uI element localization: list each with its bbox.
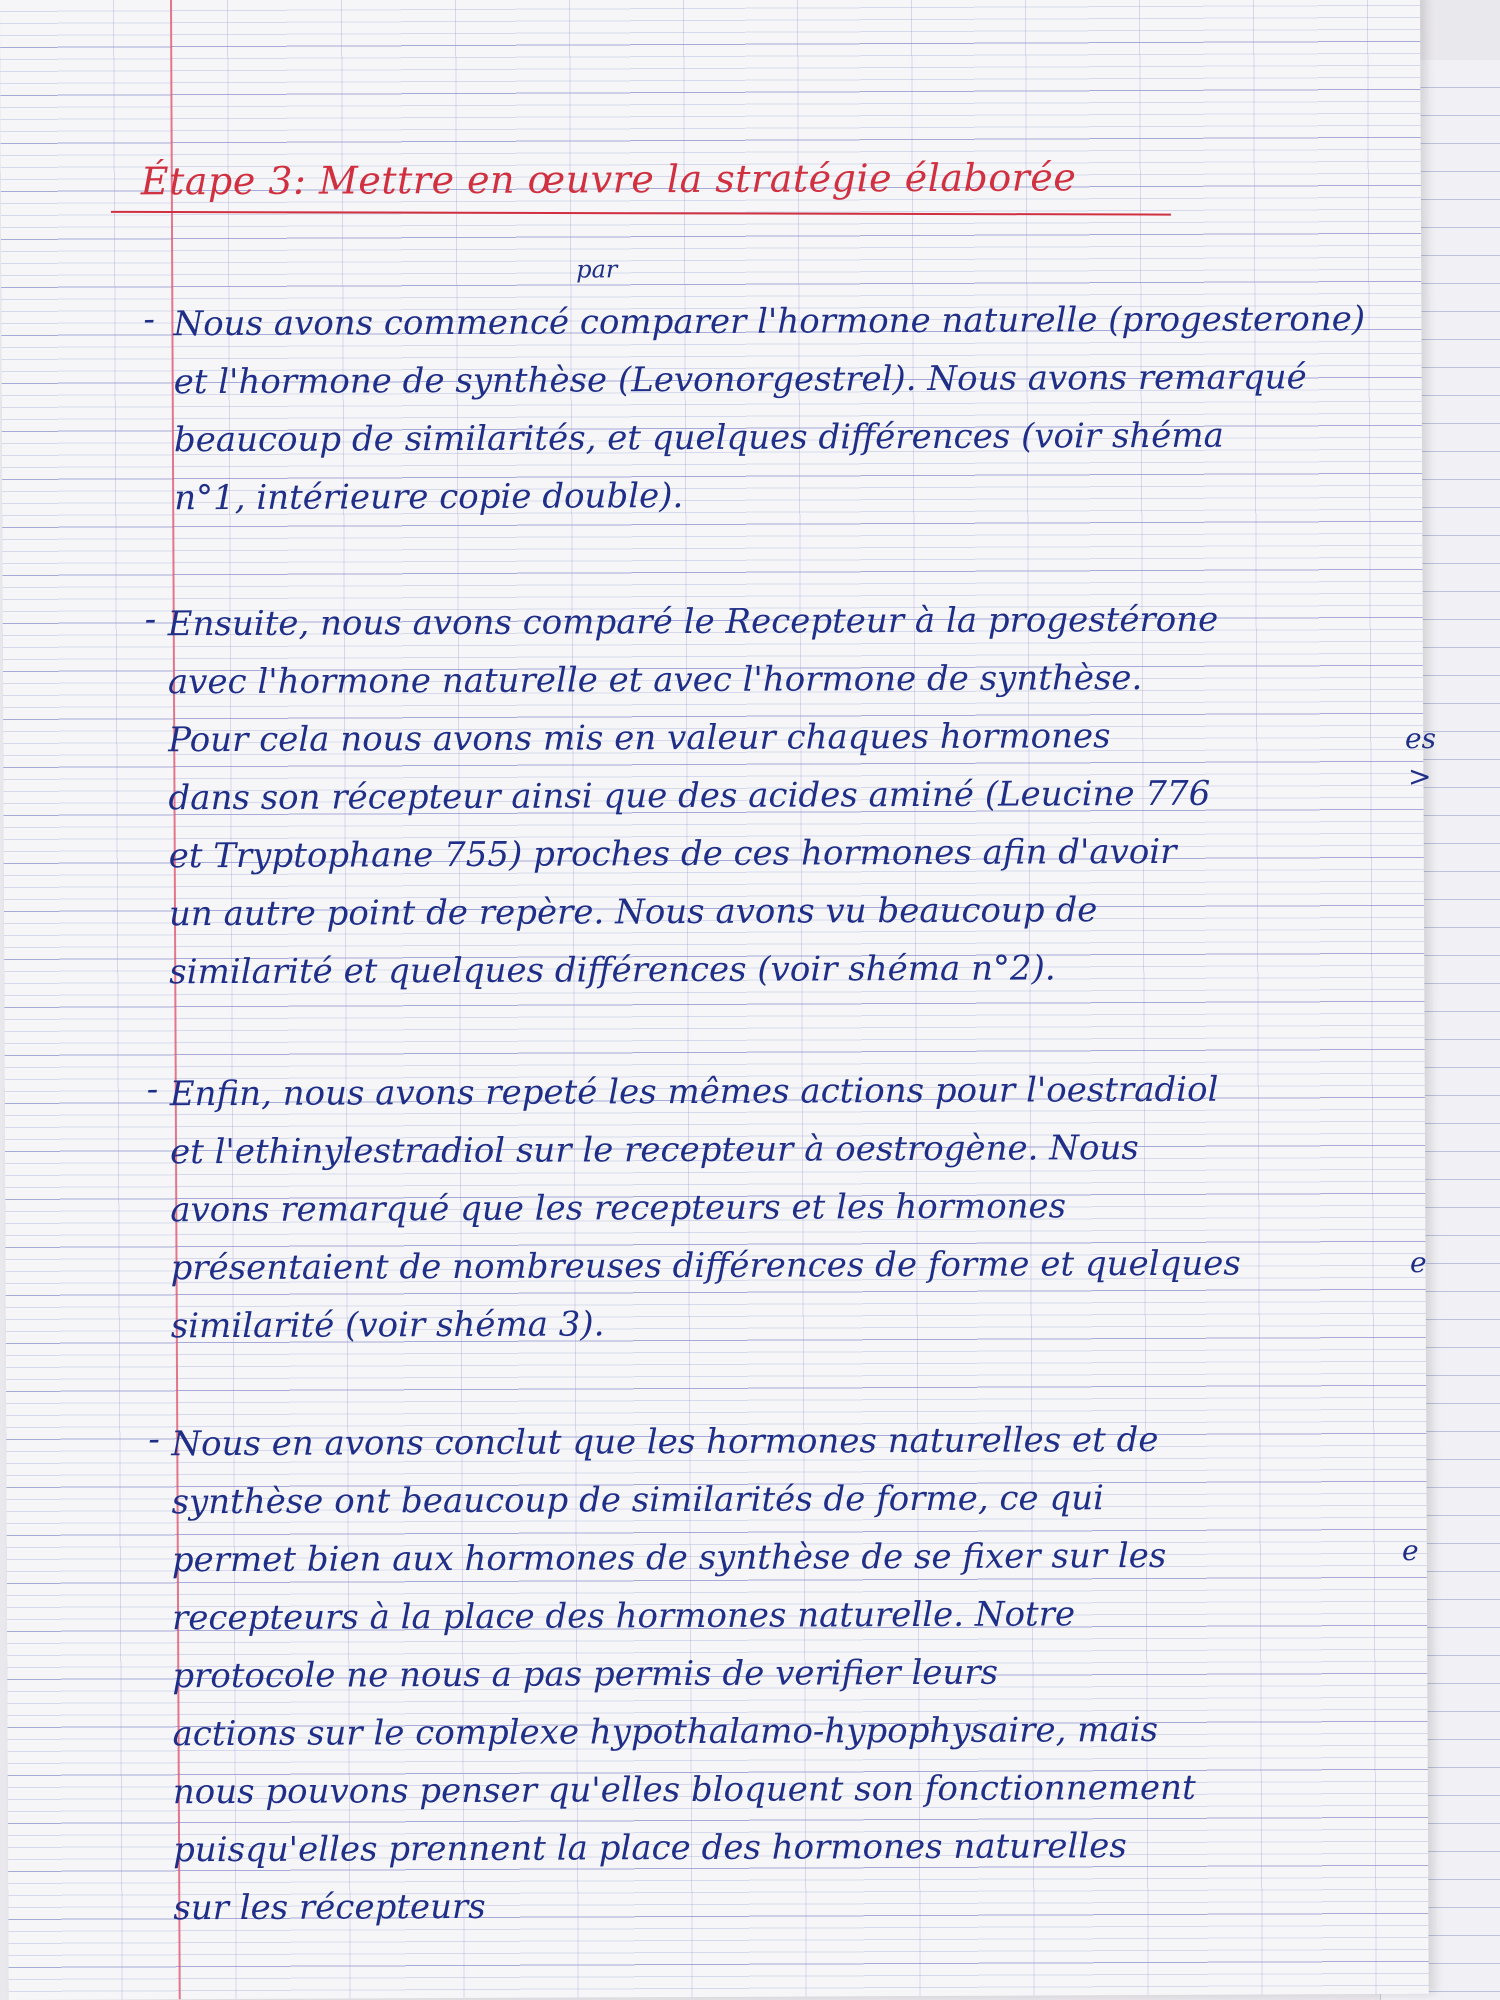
paragraph-line: présentaient de nombreuses différences de forme et quelques bbox=[170, 1243, 1241, 1289]
paragraph-line: Nous en avons conclut que les hormones naturelles et de bbox=[171, 1419, 1159, 1465]
insertion-mark: par bbox=[576, 255, 618, 284]
paragraph-line: n°1, intérieure copie double). bbox=[174, 476, 684, 519]
edge-mark: es bbox=[1405, 722, 1436, 755]
paragraph-line: Ensuite, nous avons comparé le Recepteur à la progestérone bbox=[167, 599, 1219, 645]
bullet-dash: - bbox=[148, 1419, 160, 1460]
bullet-dash: - bbox=[144, 599, 157, 640]
paragraph-line: beaucoup de similarités, et quelques différences (voir shéma bbox=[173, 415, 1224, 461]
edge-mark: > bbox=[1408, 760, 1432, 793]
paragraph-4 bbox=[171, 1410, 1423, 1937]
edge-mark: e bbox=[1410, 1246, 1427, 1279]
paragraph-line: avons remarqué que les recepteurs et les hormones bbox=[170, 1186, 1067, 1231]
paragraph-line: avec l'hormone naturelle et avec l'hormone de synthèse. bbox=[167, 658, 1143, 703]
paragraph-line: permet bien aux hormones de synthèse de se fixer sur les bbox=[171, 1535, 1167, 1581]
paragraph-line: synthèse ont beaucoup de similarités de forme, ce qui bbox=[171, 1478, 1105, 1523]
paragraph-line: Enfin, nous avons repeté les mêmes actions pour l'oestradiol bbox=[169, 1069, 1219, 1115]
paragraph-1 bbox=[173, 290, 1424, 527]
paragraph-line: similarité (voir shéma 3). bbox=[170, 1304, 605, 1347]
bullet-dash: - bbox=[146, 1069, 159, 1110]
paragraph-line: similarité et quelques différences (voir shéma n°2). bbox=[169, 948, 1056, 993]
paragraph-line: actions sur le complexe hypothalamo-hypophysaire, mais bbox=[172, 1709, 1159, 1755]
paragraph-line: sur les récepteurs bbox=[173, 1886, 486, 1929]
paragraph-line: puisqu'elles prennent la place des hormones naturelles bbox=[172, 1826, 1127, 1871]
paragraph-line: nous pouvons penser qu'elles bloquent son fonctionnement bbox=[172, 1767, 1196, 1813]
paragraph-line: recepteurs à la place des hormones naturelle. Notre bbox=[171, 1594, 1076, 1639]
paragraph-line: protocole ne nous a pas permis de verifier leurs bbox=[172, 1652, 999, 1697]
paragraph-line: dans son récepteur ainsi que des acides aminé (Leucine 776 bbox=[168, 773, 1211, 819]
paragraph-line: Nous avons commencé comparer l'hormone naturelle (progesterone) bbox=[173, 299, 1366, 345]
paragraph-3 bbox=[170, 1060, 1421, 1355]
paragraph-line: et l'ethinylestradiol sur le recepteur à oestrogène. Nous bbox=[169, 1128, 1139, 1173]
paragraph-line: et l'hormone de synthèse (Levonorgestrel). Nous avons remarqué bbox=[173, 357, 1307, 403]
title-underline bbox=[111, 211, 1171, 216]
paragraph-line: Pour cela nous avons mis en valeur chaques hormones bbox=[168, 716, 1111, 761]
paragraph-line: un autre point de repère. Nous avons vu beaucoup de bbox=[168, 890, 1098, 935]
paragraph-line: et Tryptophane 755) proches de ces hormones afin d'avoir bbox=[168, 831, 1177, 877]
edge-mark: e bbox=[1402, 1534, 1419, 1567]
paragraph-2 bbox=[168, 590, 1420, 1001]
bullet-dash: - bbox=[143, 299, 155, 340]
page-title: Étape 3: Mettre en œuvre la stratégie élaborée bbox=[140, 155, 1077, 204]
